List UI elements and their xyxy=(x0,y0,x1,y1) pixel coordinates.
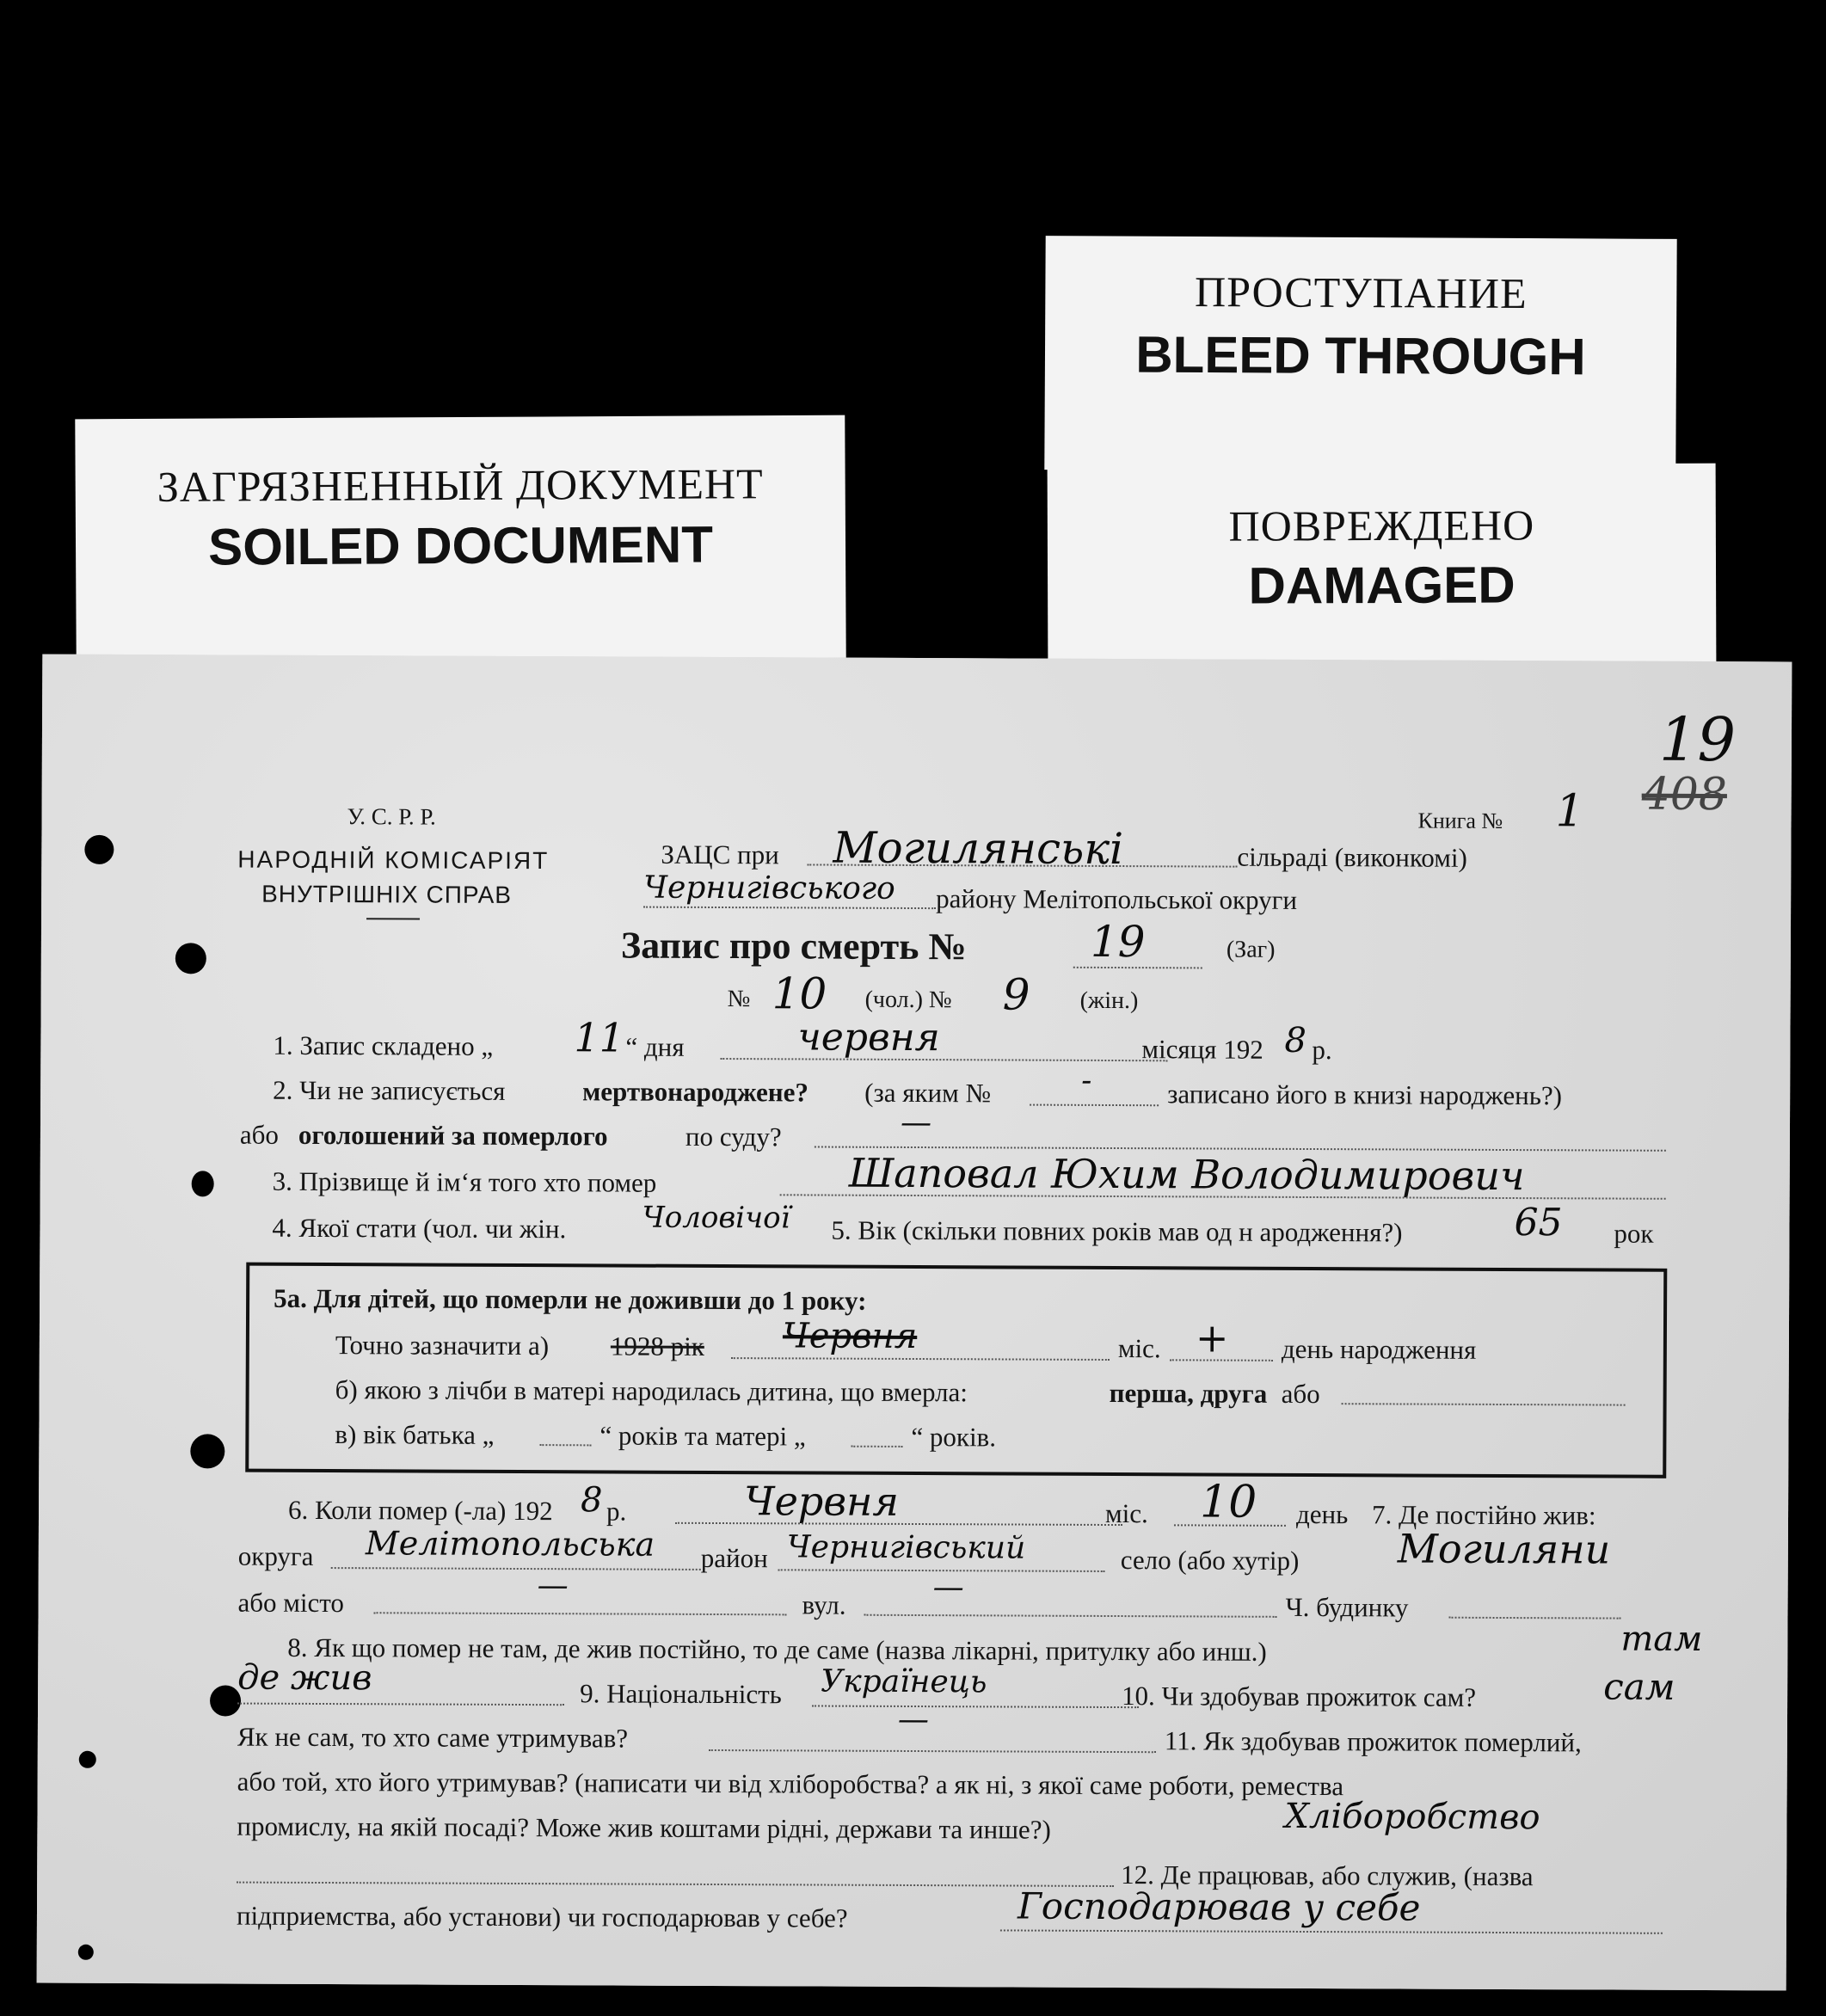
field-6-month-label: міс. xyxy=(1104,1497,1148,1529)
field-7-okruha-label: округа xyxy=(237,1540,314,1571)
punch-hole xyxy=(78,1945,94,1960)
punch-hole xyxy=(210,1685,241,1716)
field-7-label: 7. Де постійно жив: xyxy=(1371,1499,1596,1531)
field-2-by-court: по суду? xyxy=(685,1121,782,1152)
field-1-month-label: місяця 192 xyxy=(1141,1034,1263,1065)
death-record-document xyxy=(37,655,1792,1991)
field-6-day-label: день xyxy=(1295,1498,1349,1530)
section-5a-or: або xyxy=(1281,1378,1320,1410)
field-7-raion-label: район xyxy=(700,1542,768,1574)
field-1-day: 11 xyxy=(574,1014,625,1061)
field-6-label: 6. Коли помер (-ла) 192 xyxy=(287,1494,553,1527)
field-4-label: 4. Якої стати (чол. чи жін. xyxy=(272,1212,567,1245)
field-4-sex: Чоловічої xyxy=(642,1200,790,1236)
dotted-line xyxy=(1073,967,1202,969)
dotted-line xyxy=(720,1058,1167,1061)
field-7-village-label: село (або хутір) xyxy=(1120,1545,1300,1576)
field-3-label: 3. Прізвище й ім‘я того хто помер xyxy=(272,1165,657,1198)
dotted-line xyxy=(1174,1524,1286,1527)
page-number-old: 408 xyxy=(1641,768,1728,821)
record-title-suffix: (Заг) xyxy=(1226,936,1276,963)
dotted-line xyxy=(1030,1104,1159,1107)
section-5a-line3: в) вік батька „ xyxy=(335,1419,495,1450)
punch-hole xyxy=(175,943,206,974)
book-number: 1 xyxy=(1555,785,1584,838)
damaged-label xyxy=(1048,464,1717,666)
dotted-line xyxy=(864,1614,1277,1618)
field-7-street-label: вул. xyxy=(802,1589,846,1620)
field-6-year: 8 xyxy=(580,1480,603,1521)
punch-hole xyxy=(79,1751,96,1768)
field-9-label: 9. Національність xyxy=(580,1678,782,1710)
dotted-line xyxy=(709,1749,1156,1753)
field-8-place-1: там xyxy=(1620,1619,1703,1660)
header-internal-affairs: ВНУТРІШНІХ СПРАВ xyxy=(261,880,513,908)
section-5a-first-second: перша, друга xyxy=(1109,1377,1268,1409)
male-number: 10 xyxy=(772,968,827,1019)
zags-village: Могилянські xyxy=(833,822,1124,875)
field-7-street: — xyxy=(932,1570,964,1606)
dotted-line xyxy=(851,1446,902,1447)
infant-section-box xyxy=(245,1263,1667,1478)
dotted-line xyxy=(675,1522,1122,1526)
section-5a-strike: 1928 рік xyxy=(610,1331,704,1361)
field-5-age: 65 xyxy=(1514,1201,1563,1245)
soiled-label-ru: ЗАГРЯЗНЕННЫЙ ДОКУМЕНТ xyxy=(157,459,764,511)
female-label: (жін.) xyxy=(1079,986,1139,1015)
field-10-who: — xyxy=(897,1701,930,1738)
dotted-line xyxy=(237,1703,564,1706)
field-2-label: 2. Чи не записується xyxy=(273,1074,506,1106)
field-12-line2: підприемства, або установи) чи господарював у себе? xyxy=(236,1900,848,1933)
section-5a-month-label: міс. xyxy=(1117,1333,1161,1364)
dotted-line xyxy=(1000,1929,1663,1933)
dotted-line xyxy=(1342,1403,1626,1405)
book-label: Книга № xyxy=(1417,808,1503,833)
field-12-label: 12. Де працював, або служив, (назва xyxy=(1121,1859,1534,1892)
field-11-line3: промислу, на якій посаді? Може жив коштами рідні, держави та инше?) xyxy=(237,1810,1051,1845)
field-12-workplace: Господарював у себе xyxy=(1017,1884,1421,1929)
record-title: Запис про смерть № xyxy=(620,924,967,968)
dotted-line xyxy=(1170,1359,1273,1361)
field-2-court-value: — xyxy=(900,1104,932,1141)
section-5a-month: Червня xyxy=(782,1316,918,1357)
male-label: (чол.) № xyxy=(864,986,952,1014)
damaged-label-ru: ПОВРЕЖДЕНО xyxy=(1228,501,1535,550)
header-ussr: У. С. Р. Р. xyxy=(347,803,436,830)
field-6-month: Червня xyxy=(743,1478,899,1525)
district-name: Чернигівського xyxy=(643,870,895,907)
field-1-label: 1. Запис складено „ xyxy=(273,1030,494,1061)
field-8-label: 8. Як що помер не там, де жив постійно, то де саме (назва лікарні, притулку або инш.) xyxy=(287,1632,1267,1667)
field-5-label: 5. Вік (скільки повних років мав од н ародження?) xyxy=(831,1214,1403,1248)
soiled-label-en: SOILED DOCUMENT xyxy=(208,515,714,576)
field-9-nationality: Українець xyxy=(821,1663,987,1700)
section-5a-line1: Точно зазначити а) xyxy=(335,1330,550,1361)
field-2-declared-dead: оголошений за померлого xyxy=(298,1119,608,1152)
subnumber-label: № xyxy=(727,986,751,1013)
field-11-occupation: Хліборобство xyxy=(1284,1796,1540,1838)
district-suffix: району Мелітопольської округи xyxy=(936,883,1298,915)
header-underline xyxy=(366,918,420,919)
record-number: 19 xyxy=(1090,916,1146,968)
field-7-okruha: Мелітопольська xyxy=(365,1524,655,1564)
dotted-line xyxy=(1449,1617,1621,1620)
field-2-which: (за яким № xyxy=(864,1077,992,1109)
dotted-line xyxy=(643,907,936,909)
page-number: 19 xyxy=(1658,704,1737,776)
section-5a-mother: “ років та матері „ xyxy=(599,1420,806,1452)
field-8-place-2: де жив xyxy=(237,1657,372,1699)
section-5a-day: + xyxy=(1195,1314,1229,1361)
punch-hole xyxy=(192,1171,214,1196)
deceased-name: Шаповал Юхим Володимирович xyxy=(848,1149,1525,1200)
field-1-year: 8 xyxy=(1284,1020,1306,1060)
punch-hole xyxy=(190,1434,224,1468)
field-6-year-suffix: р. xyxy=(606,1496,627,1527)
female-number: 9 xyxy=(1002,969,1030,1020)
dotted-line xyxy=(331,1567,701,1570)
soiled-document-label xyxy=(75,415,845,662)
dotted-line xyxy=(237,1882,1114,1887)
field-1-year-suffix: р. xyxy=(1312,1035,1332,1066)
dotted-line xyxy=(539,1444,591,1446)
field-6-day: 10 xyxy=(1199,1476,1257,1528)
bleed-label-ru: ПРОСТУПАНИЕ xyxy=(1194,267,1528,318)
field-2-stillborn: мертвонароджене? xyxy=(582,1076,809,1108)
field-1-month: червня xyxy=(797,1015,940,1060)
field-11-line2: або той, хто його утримував? (написати чи від хліборобства? а як ні, з якої саме роботи, ремества xyxy=(237,1766,1344,1802)
dotted-line xyxy=(374,1612,787,1615)
field-7-city-label: або місто xyxy=(237,1587,345,1619)
dotted-line xyxy=(812,1705,1139,1708)
field-10-who-label: Як не сам, то хто саме утримував? xyxy=(237,1721,629,1754)
damaged-label-en: DAMAGED xyxy=(1248,556,1516,615)
field-2-or: або xyxy=(239,1119,280,1150)
field-1-day-sep: “ дня xyxy=(625,1031,685,1062)
field-11-label: 11. Як здобував прожиток померлий, xyxy=(1164,1725,1582,1758)
section-5a-birthday: день народження xyxy=(1281,1333,1477,1365)
dotted-line xyxy=(731,1357,1110,1361)
field-7-house-label: Ч. будинку xyxy=(1285,1591,1409,1623)
section-5a-line2: б) якою з лічби в матері народилась дитина, що вмерла: xyxy=(335,1374,968,1408)
field-7-village: Могиляни xyxy=(1397,1525,1611,1573)
header-commissariat: НАРОДНІЙ КОМІСАРІЯТ xyxy=(237,845,550,875)
section-5a-title: 5а. Для дітей, що померли не доживши до 1 року: xyxy=(274,1282,867,1316)
field-10-label: 10. Чи здобував прожиток сам? xyxy=(1122,1681,1477,1712)
field-2-registered: записано його в книзі народжень?) xyxy=(1167,1079,1563,1111)
bleed-through-label xyxy=(1044,236,1676,473)
field-10-self: сам xyxy=(1603,1665,1675,1708)
field-5-unit: рок xyxy=(1614,1218,1654,1249)
punch-hole xyxy=(84,835,114,864)
section-5a-years: “ років. xyxy=(911,1421,997,1453)
field-7-city: — xyxy=(537,1568,569,1604)
zags-suffix: сільраді (виконкомі) xyxy=(1237,841,1467,873)
zags-prefix: ЗАЦС при xyxy=(661,839,779,870)
field-7-raion: Чернигівський xyxy=(786,1529,1026,1566)
bleed-label-en: BLEED THROUGH xyxy=(1135,325,1586,386)
field-2-value: - xyxy=(1081,1062,1092,1098)
